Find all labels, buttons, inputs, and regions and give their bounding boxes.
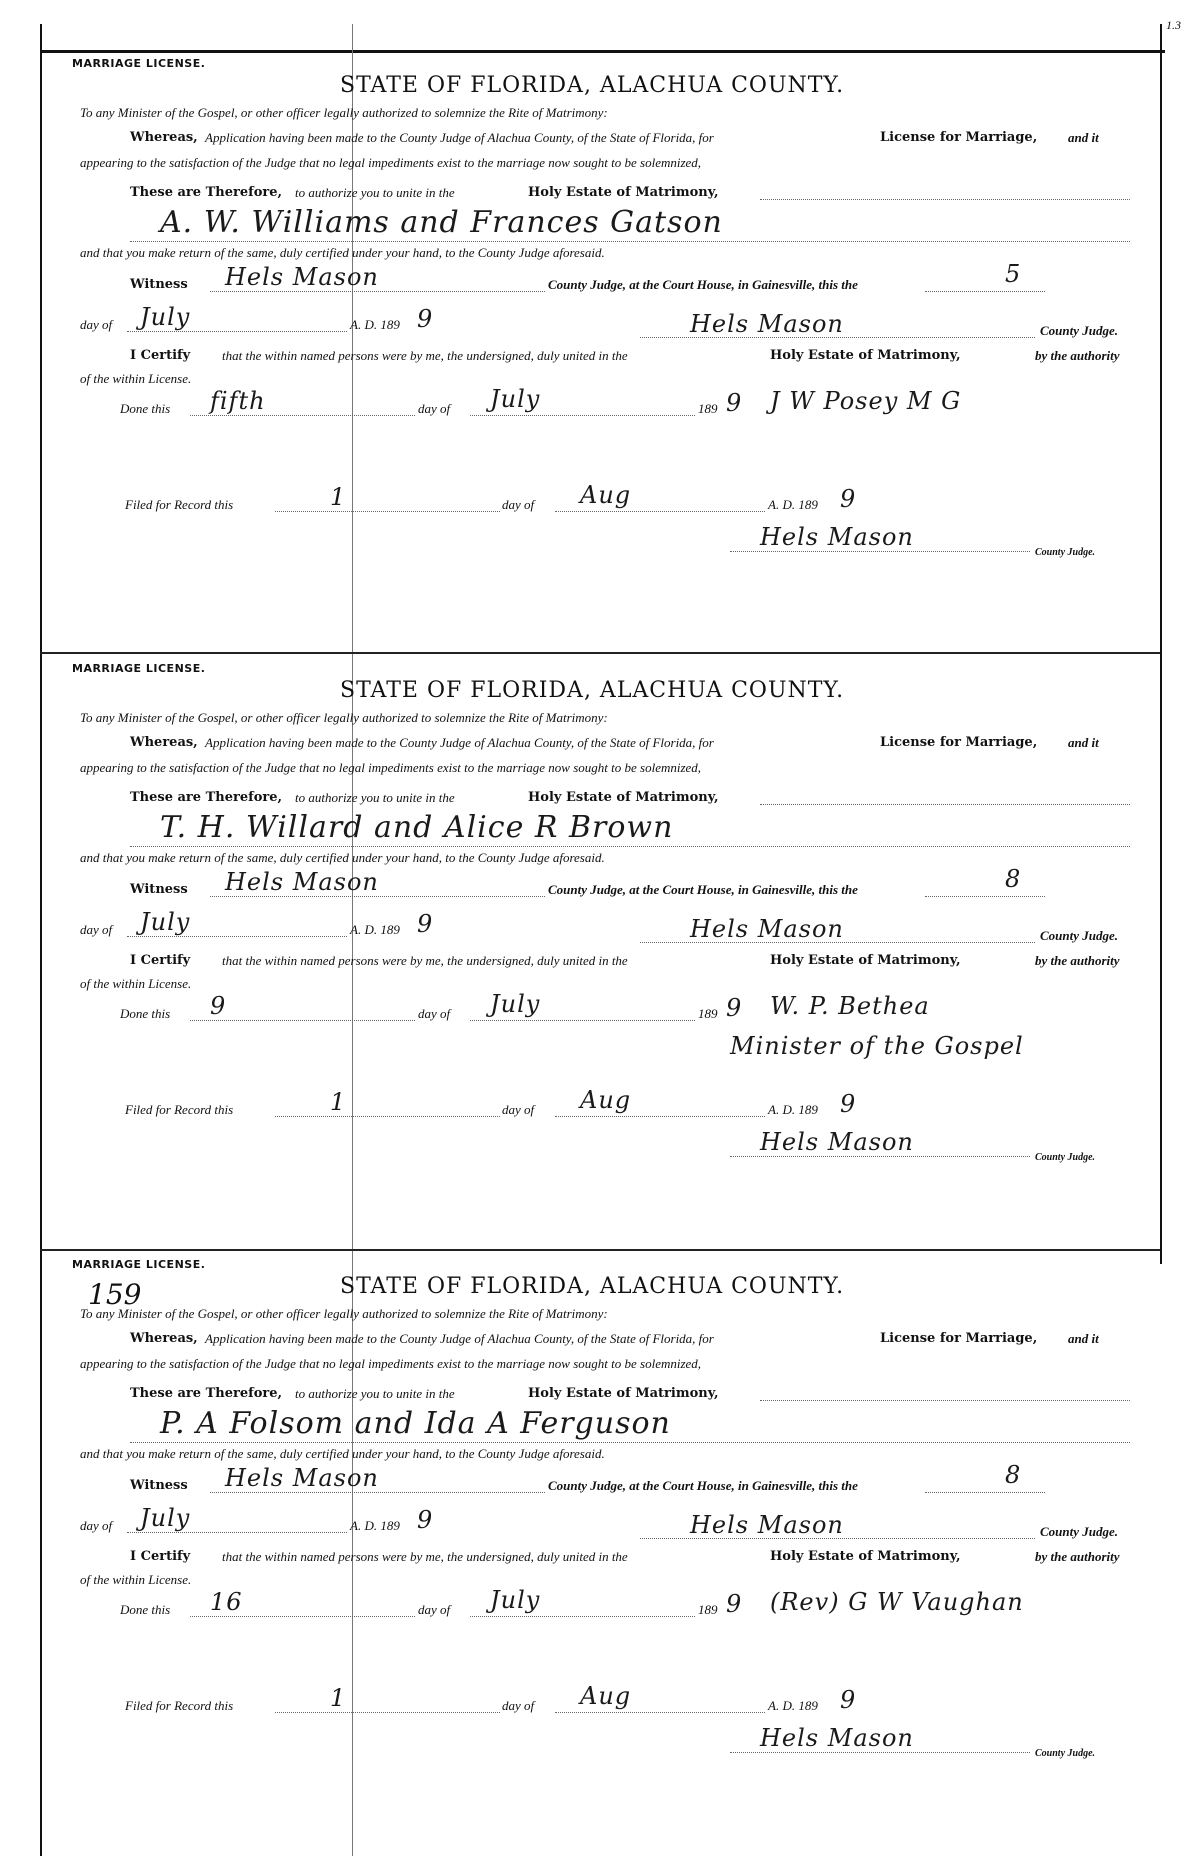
county-judge-label: County Judge. (1040, 928, 1119, 943)
filed-month: Aug (580, 481, 632, 509)
court-text: County Judge, at the Court House, in Gainesville, this the (548, 277, 858, 292)
dotted-line (190, 1020, 415, 1021)
certify-text: that the within named persons were by me, the undersigned, duly united in the (222, 953, 628, 968)
address-line: To any Minister of the Gospel, or other officer legally authorized to solemnize the Rite of Matrimony: (80, 105, 608, 120)
holy-estate-label: Holy Estate of Matrimony, (528, 1386, 719, 1401)
done-day-of-label: day of (418, 401, 451, 416)
filed-signature: Hels Mason (760, 523, 914, 551)
i-certify-label: I Certify (130, 348, 191, 363)
license-for-marriage: License for Marriage, (880, 1331, 1038, 1346)
whereas-word: Whereas, (130, 130, 198, 145)
filed-year-digit: 9 (840, 485, 857, 513)
judge-signature: Hels Mason (690, 1511, 844, 1539)
authorize-text: to authorize you to unite in the (295, 1386, 455, 1401)
license-record (0, 55, 1200, 655)
county-judge-small-label: County Judge. (1035, 1152, 1096, 1163)
dotted-line (760, 1400, 1130, 1401)
witness-signature: Hels Mason (225, 868, 379, 896)
dotted-line (640, 337, 1035, 338)
witness-label: Witness (130, 1478, 188, 1493)
filed-for-record-label: Filed for Record this (125, 497, 234, 512)
return-line: and that you make return of the same, duly certified under your hand, to the County Judge aforesaid. (80, 850, 605, 865)
issue-day: 8 (1005, 1461, 1022, 1489)
dotted-line (210, 291, 545, 292)
filed-for-record-label: Filed for Record this (125, 1698, 234, 1713)
done-day: fifth (210, 387, 266, 415)
dotted-line (130, 241, 1130, 242)
filed-signature: Hels Mason (760, 1724, 914, 1752)
witness-label: Witness (130, 277, 188, 292)
done-this-label: Done this (120, 1602, 171, 1617)
done-month: July (490, 385, 541, 413)
license-record (0, 660, 1200, 1260)
authorize-text: to authorize you to unite in the (295, 185, 455, 200)
holy-estate-label: Holy Estate of Matrimony, (528, 185, 719, 200)
dotted-line (127, 1532, 347, 1533)
witness-label: Witness (130, 882, 188, 897)
dotted-line (275, 511, 500, 512)
dotted-line (210, 1492, 545, 1493)
dotted-line (470, 1020, 695, 1021)
judge-signature: Hels Mason (690, 310, 844, 338)
day-of-label: day of (80, 317, 113, 332)
dotted-line (127, 936, 347, 937)
filed-ad-label: A. D. 189 (768, 497, 818, 512)
these-are-therefore: These are Therefore, (130, 185, 283, 200)
dotted-line (640, 942, 1035, 943)
judge-signature: Hels Mason (690, 915, 844, 943)
county-judge-small-label: County Judge. (1035, 547, 1096, 558)
certify-text: that the within named persons were by me, the undersigned, duly united in the (222, 348, 628, 363)
address-line: To any Minister of the Gospel, or other officer legally authorized to solemnize the Rite of Matrimony: (80, 1306, 608, 1321)
dotted-line (730, 1752, 1030, 1753)
of-within-license: of the within License. (80, 371, 192, 386)
dotted-line (555, 1116, 765, 1117)
whereas-word: Whereas, (130, 1331, 198, 1346)
ad-label: A. D. 189 (350, 922, 400, 937)
dotted-line (470, 1616, 695, 1617)
court-text: County Judge, at the Court House, in Gainesville, this the (548, 1478, 858, 1493)
i-certify-label: I Certify (130, 1549, 191, 1564)
license-heading: MARRIAGE LICENSE. (72, 1258, 206, 1271)
of-within-license: of the within License. (80, 976, 192, 991)
top-border (40, 50, 1165, 53)
appearing-line: appearing to the satisfaction of the Judge that no legal impediments exist to the marriage now sought to be solemnized, (80, 760, 702, 775)
dotted-line (640, 1538, 1035, 1539)
filed-day-of-label: day of (502, 1698, 535, 1713)
filed-for-record-label: Filed for Record this (125, 1102, 234, 1117)
state-title: STATE OF FLORIDA, ALACHUA COUNTY. (340, 678, 845, 703)
by-authority: by the authority (1035, 348, 1120, 363)
issue-day: 8 (1005, 865, 1022, 893)
dotted-line (925, 1492, 1045, 1493)
dotted-line (127, 331, 347, 332)
done-year-digit: 9 (726, 389, 743, 417)
witness-signature: Hels Mason (225, 1464, 379, 1492)
done-day: 16 (210, 1588, 243, 1616)
done-this-label: Done this (120, 401, 171, 416)
i-certify-label: I Certify (130, 953, 191, 968)
issue-day: 5 (1005, 260, 1022, 288)
return-line: and that you make return of the same, duly certified under your hand, to the County Judge aforesaid. (80, 1446, 605, 1461)
license-for-marriage: License for Marriage, (880, 735, 1038, 750)
done-day-of-label: day of (418, 1006, 451, 1021)
whereas-text: Application having been made to the County Judge of Alachua County, of the State of Florida, for (205, 735, 714, 750)
filed-day: 1 (330, 1088, 347, 1116)
dotted-line (730, 1156, 1030, 1157)
dotted-line (130, 1442, 1130, 1443)
done-month: July (490, 990, 541, 1018)
filed-month: Aug (580, 1682, 632, 1710)
license-for-marriage: License for Marriage, (880, 130, 1038, 145)
dotted-line (210, 896, 545, 897)
dotted-line (275, 1712, 500, 1713)
these-are-therefore: These are Therefore, (130, 790, 283, 805)
address-line: To any Minister of the Gospel, or other officer legally authorized to solemnize the Rite of Matrimony: (80, 710, 608, 725)
officiant-signature: W. P. Bethea (770, 992, 930, 1020)
and-it: and it (1068, 735, 1099, 750)
state-title: STATE OF FLORIDA, ALACHUA COUNTY. (340, 1274, 845, 1299)
filed-ad-label: A. D. 189 (768, 1698, 818, 1713)
filed-signature: Hels Mason (760, 1128, 914, 1156)
license-record (0, 1256, 1200, 1856)
whereas-text: Application having been made to the County Judge of Alachua County, of the State of Florida, for (205, 130, 714, 145)
dotted-line (760, 804, 1130, 805)
done-day-of-label: day of (418, 1602, 451, 1617)
whereas-word: Whereas, (130, 735, 198, 750)
dotted-line (555, 1712, 765, 1713)
and-it: and it (1068, 130, 1099, 145)
dotted-line (925, 291, 1045, 292)
done-year-label: 189 (698, 1602, 718, 1617)
dotted-line (190, 1616, 415, 1617)
done-year-digit: 9 (726, 994, 743, 1022)
holy-estate-label-2: Holy Estate of Matrimony, (770, 1549, 961, 1564)
issue-year-digit: 9 (417, 305, 434, 333)
issue-year-digit: 9 (417, 910, 434, 938)
dotted-line (760, 199, 1130, 200)
day-of-label: day of (80, 1518, 113, 1533)
county-judge-small-label: County Judge. (1035, 1748, 1096, 1759)
by-authority: by the authority (1035, 953, 1120, 968)
license-number: 159 (88, 1278, 142, 1311)
filed-day: 1 (330, 483, 347, 511)
authorize-text: to authorize you to unite in the (295, 790, 455, 805)
issue-year-digit: 9 (417, 1506, 434, 1534)
ad-label: A. D. 189 (350, 317, 400, 332)
dotted-line (470, 415, 695, 416)
filed-day: 1 (330, 1684, 347, 1712)
license-heading: MARRIAGE LICENSE. (72, 57, 206, 70)
witness-signature: Hels Mason (225, 263, 379, 291)
officiant-title: Minister of the Gospel (730, 1032, 1024, 1060)
filed-month: Aug (580, 1086, 632, 1114)
parties-names: P. A Folsom and Ida A Ferguson (160, 1406, 671, 1441)
parties-names: A. W. Williams and Frances Gatson (160, 205, 723, 240)
county-judge-label: County Judge. (1040, 1524, 1119, 1539)
filed-day-of-label: day of (502, 497, 535, 512)
holy-estate-label: Holy Estate of Matrimony, (528, 790, 719, 805)
and-it: and it (1068, 1331, 1099, 1346)
appearing-line: appearing to the satisfaction of the Judge that no legal impediments exist to the marriage now sought to be solemnized, (80, 1356, 702, 1371)
of-within-license: of the within License. (80, 1572, 192, 1587)
holy-estate-label-2: Holy Estate of Matrimony, (770, 953, 961, 968)
license-heading: MARRIAGE LICENSE. (72, 662, 206, 675)
appearing-line: appearing to the satisfaction of the Judge that no legal impediments exist to the marriage now sought to be solemnized, (80, 155, 702, 170)
dotted-line (730, 551, 1030, 552)
holy-estate-label-2: Holy Estate of Matrimony, (770, 348, 961, 363)
parties-names: T. H. Willard and Alice R Brown (160, 810, 674, 845)
issue-month: July (140, 1504, 191, 1532)
county-judge-label: County Judge. (1040, 323, 1119, 338)
done-year-digit: 9 (726, 1590, 743, 1618)
filed-year-digit: 9 (840, 1090, 857, 1118)
dotted-line (130, 846, 1130, 847)
issue-month: July (140, 908, 191, 936)
court-text: County Judge, at the Court House, in Gainesville, this the (548, 882, 858, 897)
officiant-signature: J W Posey M G (770, 387, 962, 415)
dotted-line (555, 511, 765, 512)
dotted-line (925, 896, 1045, 897)
done-this-label: Done this (120, 1006, 171, 1021)
return-line: and that you make return of the same, duly certified under your hand, to the County Judge aforesaid. (80, 245, 605, 260)
ad-label: A. D. 189 (350, 1518, 400, 1533)
filed-day-of-label: day of (502, 1102, 535, 1117)
whereas-text: Application having been made to the County Judge of Alachua County, of the State of Florida, for (205, 1331, 714, 1346)
issue-month: July (140, 303, 191, 331)
done-day: 9 (210, 992, 227, 1020)
done-year-label: 189 (698, 401, 718, 416)
certify-text: that the within named persons were by me, the undersigned, duly united in the (222, 1549, 628, 1564)
dotted-line (190, 415, 415, 416)
these-are-therefore: These are Therefore, (130, 1386, 283, 1401)
officiant-signature: (Rev) G W Vaughan (770, 1588, 1024, 1616)
dotted-line (275, 1116, 500, 1117)
corner-mark: 1.3 (1166, 18, 1181, 32)
day-of-label: day of (80, 922, 113, 937)
by-authority: by the authority (1035, 1549, 1120, 1564)
filed-year-digit: 9 (840, 1686, 857, 1714)
state-title: STATE OF FLORIDA, ALACHUA COUNTY. (340, 73, 845, 98)
done-year-label: 189 (698, 1006, 718, 1021)
filed-ad-label: A. D. 189 (768, 1102, 818, 1117)
done-month: July (490, 1586, 541, 1614)
